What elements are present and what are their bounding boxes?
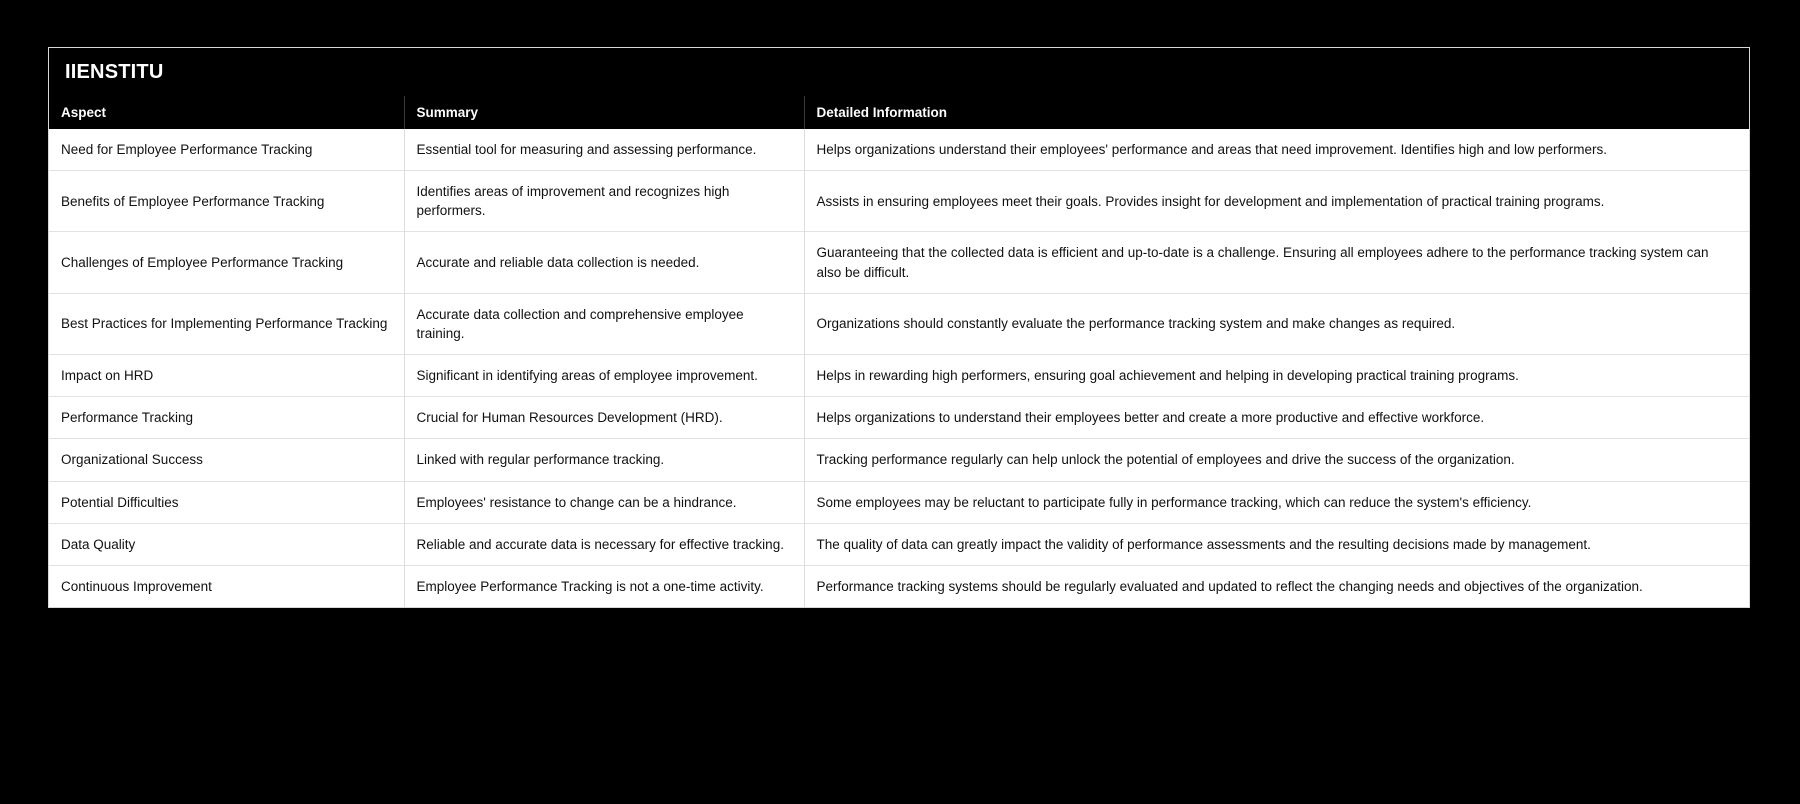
- cell-summary: Employees' resistance to change can be a hindrance.: [404, 481, 804, 523]
- cell-summary: Crucial for Human Resources Development (HRD).: [404, 397, 804, 439]
- table-row: [49, 171, 1749, 232]
- cell-summary: Accurate data collection and comprehensive employee training.: [404, 293, 804, 354]
- table-row: [49, 232, 1749, 293]
- cell-aspect: Organizational Success: [49, 439, 404, 481]
- column-header-aspect: Aspect: [49, 96, 404, 129]
- cell-aspect: Performance Tracking: [49, 397, 404, 439]
- table-row: [49, 523, 1749, 565]
- cell-detail: Some employees may be reluctant to participate fully in performance tracking, which can reduce the system's efficiency.: [804, 481, 1749, 523]
- cell-summary: Reliable and accurate data is necessary for effective tracking.: [404, 523, 804, 565]
- cell-aspect: Best Practices for Implementing Performance Tracking: [49, 293, 404, 354]
- performance-tracking-table: [49, 96, 1749, 607]
- table-row: [49, 481, 1749, 523]
- cell-summary: Significant in identifying areas of employee improvement.: [404, 355, 804, 397]
- column-header-detailed-information: Detailed Information: [804, 96, 1749, 129]
- cell-detail: Assists in ensuring employees meet their goals. Provides insight for development and implementation of practical training programs.: [804, 171, 1749, 232]
- table-header-row: [49, 96, 1749, 129]
- cell-summary: Linked with regular performance tracking.: [404, 439, 804, 481]
- cell-detail: Guaranteeing that the collected data is efficient and up-to-date is a challenge. Ensuring all employees adhere to the performance tracking system can also be difficult.: [804, 232, 1749, 293]
- brand-title: IIENSTITU: [65, 60, 164, 83]
- cell-aspect: Benefits of Employee Performance Tracking: [49, 171, 404, 232]
- cell-detail: The quality of data can greatly impact the validity of performance assessments and the resulting decisions made by management.: [804, 523, 1749, 565]
- brand-header: [49, 48, 1749, 96]
- table-row: [49, 565, 1749, 607]
- cell-aspect: Impact on HRD: [49, 355, 404, 397]
- cell-summary: Identifies areas of improvement and recognizes high performers.: [404, 171, 804, 232]
- cell-aspect: Challenges of Employee Performance Tracking: [49, 232, 404, 293]
- cell-detail: Tracking performance regularly can help unlock the potential of employees and drive the success of the organization.: [804, 439, 1749, 481]
- table-row: [49, 355, 1749, 397]
- cell-detail: Organizations should constantly evaluate the performance tracking system and make changes as required.: [804, 293, 1749, 354]
- cell-aspect: Potential Difficulties: [49, 481, 404, 523]
- cell-summary: Employee Performance Tracking is not a one-time activity.: [404, 565, 804, 607]
- cell-aspect: Need for Employee Performance Tracking: [49, 129, 404, 171]
- cell-detail: Performance tracking systems should be regularly evaluated and updated to reflect the changing needs and objectives of the organization.: [804, 565, 1749, 607]
- table-row: [49, 397, 1749, 439]
- cell-aspect: Data Quality: [49, 523, 404, 565]
- table-body: [49, 129, 1749, 607]
- table-row: [49, 129, 1749, 171]
- cell-detail: Helps in rewarding high performers, ensuring goal achievement and helping in developing practical training programs.: [804, 355, 1749, 397]
- table-header: [49, 96, 1749, 129]
- cell-summary: Accurate and reliable data collection is needed.: [404, 232, 804, 293]
- cell-detail: Helps organizations to understand their employees better and create a more productive and effective workforce.: [804, 397, 1749, 439]
- cell-detail: Helps organizations understand their employees' performance and areas that need improvement. Identifies high and low performers.: [804, 129, 1749, 171]
- cell-summary: Essential tool for measuring and assessing performance.: [404, 129, 804, 171]
- table-row: [49, 293, 1749, 354]
- cell-aspect: Continuous Improvement: [49, 565, 404, 607]
- performance-tracking-table-card: [48, 47, 1750, 608]
- table-row: [49, 439, 1749, 481]
- column-header-summary: Summary: [404, 96, 804, 129]
